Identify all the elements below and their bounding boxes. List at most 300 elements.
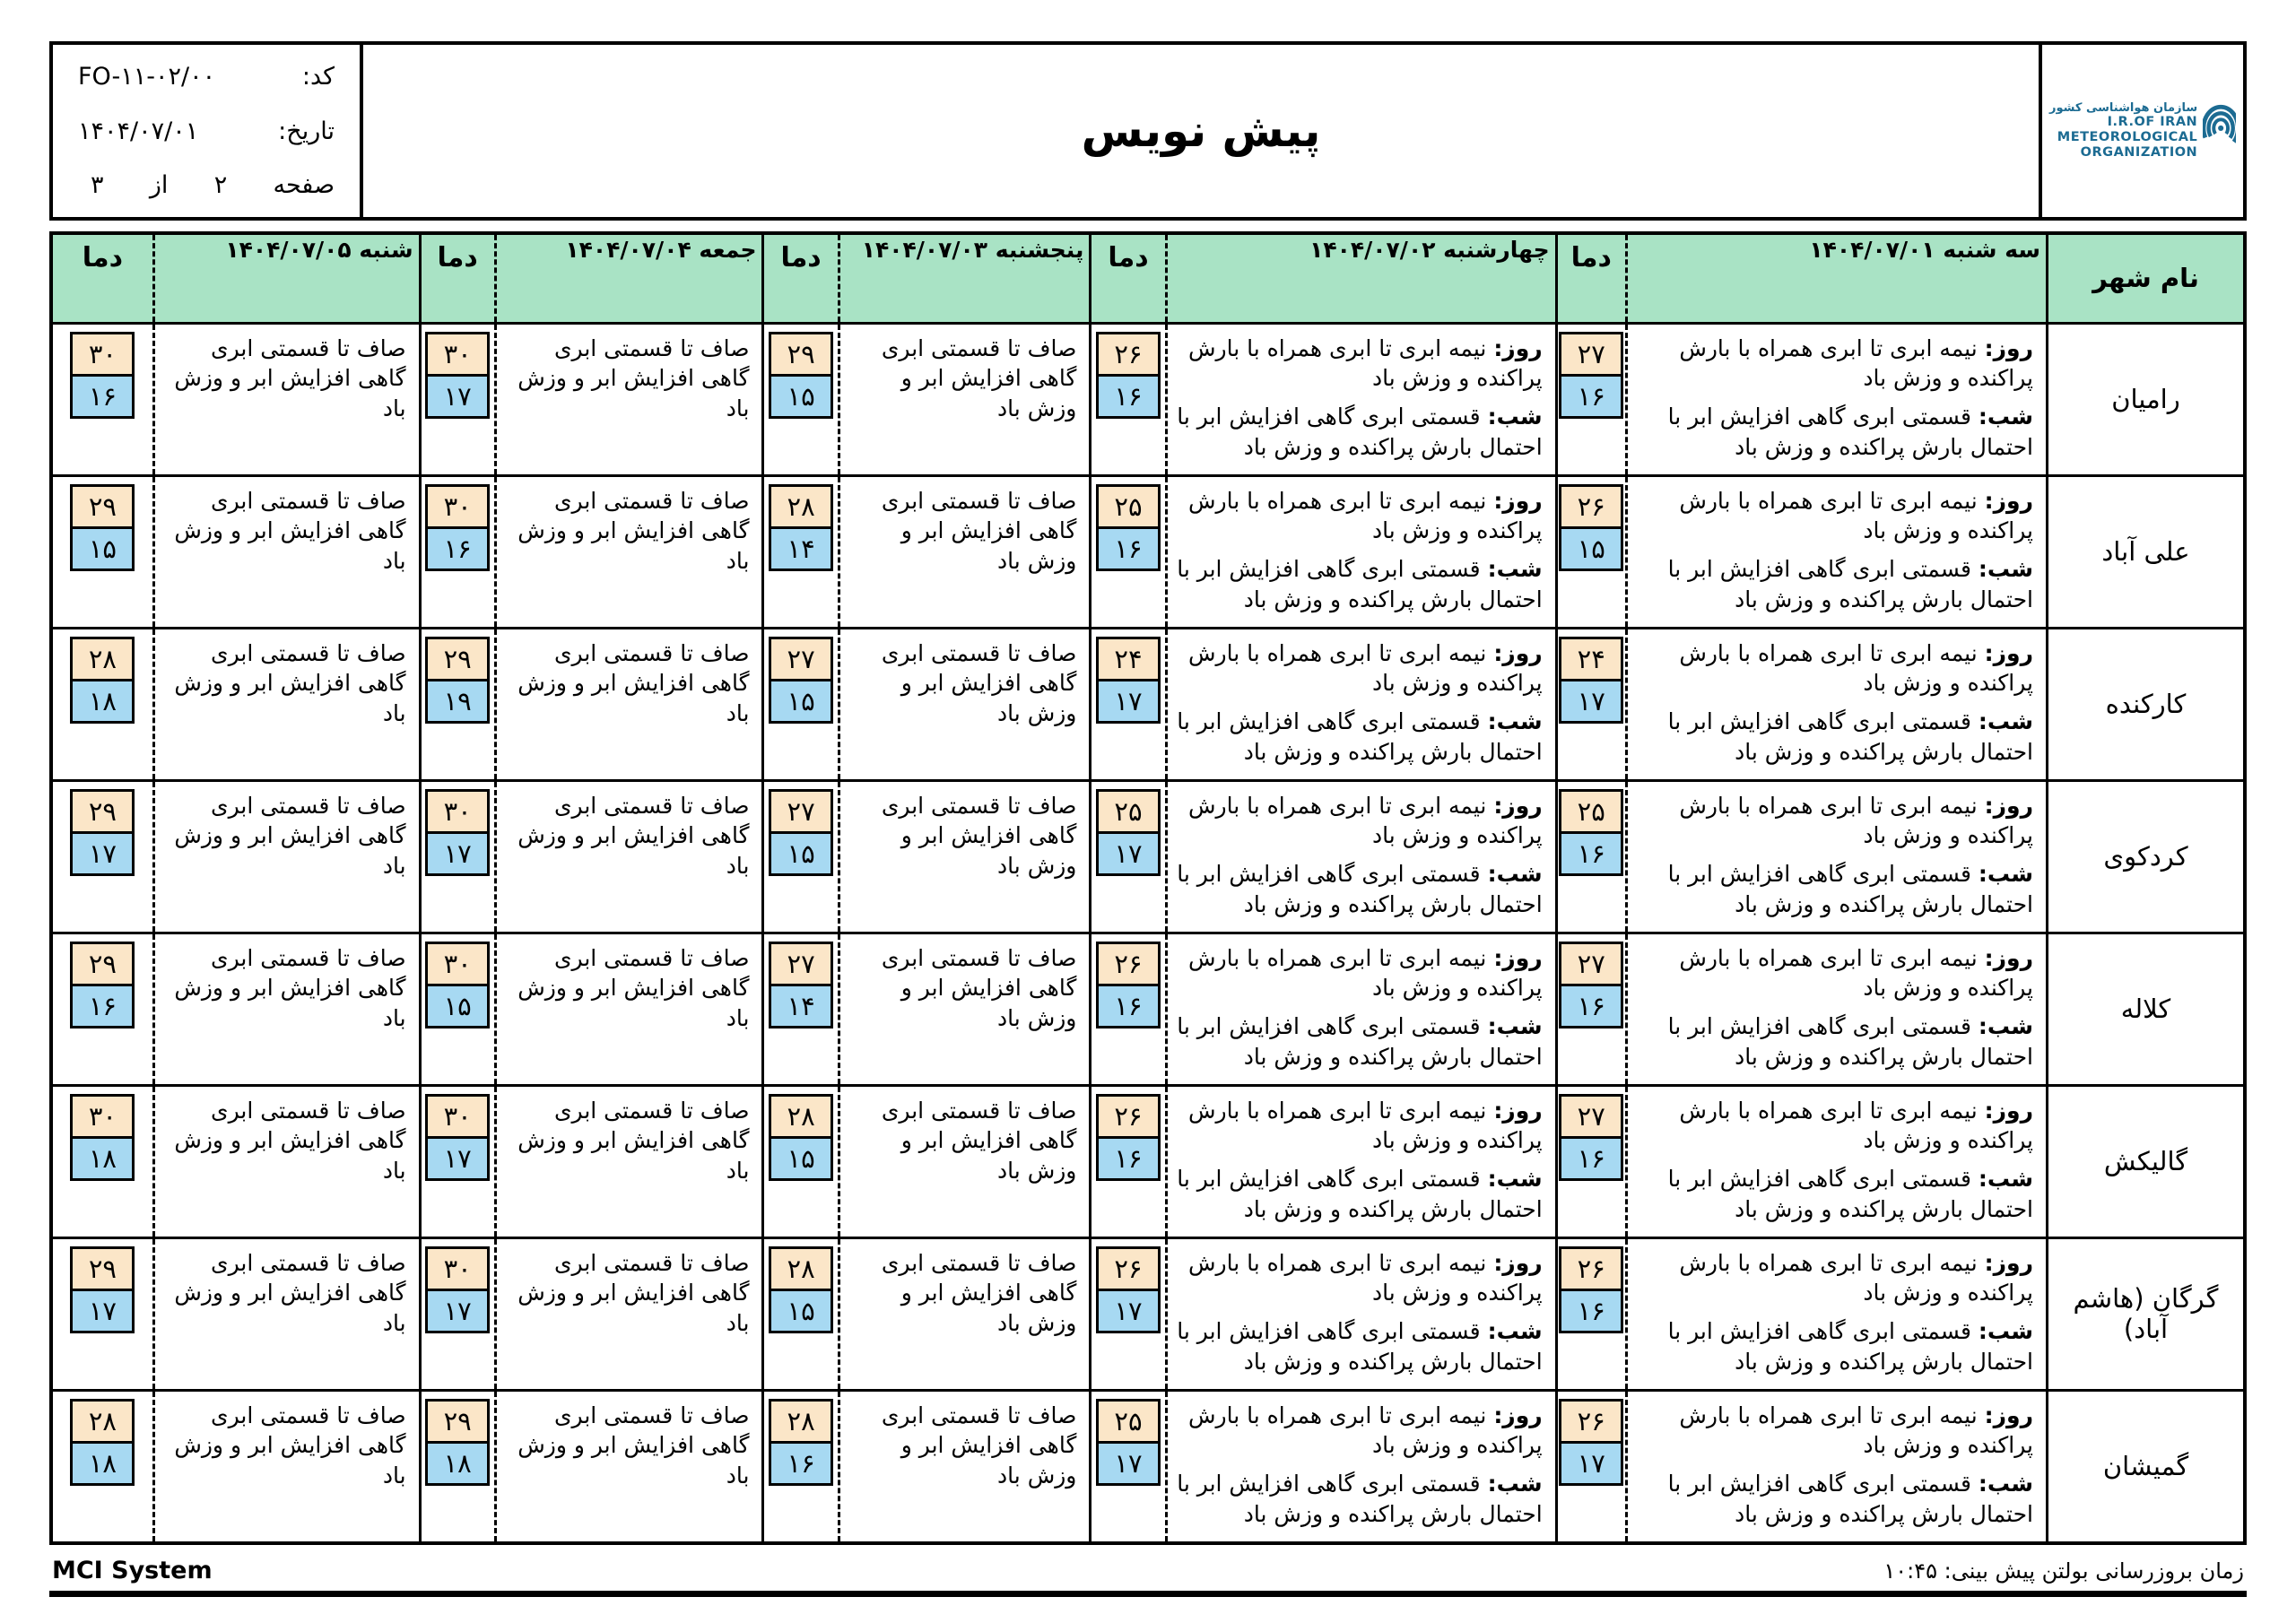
temperature-cell [1091,1390,1166,1543]
table-row [51,780,2245,933]
max-temp-box: ۲۸ [70,1399,135,1444]
max-temp-box: ۳۰ [425,332,490,377]
night-label: شب: [1978,861,2033,887]
min-temp-box: ۱۷ [70,1289,135,1333]
max-temp-box: ۲۶ [1559,484,1623,529]
night-label: شب: [1978,708,2033,734]
forecast-text-cell [495,1237,763,1390]
day-label: روز: [1984,334,2033,361]
day-label: روز: [1493,487,1543,514]
max-temp-box: ۲۷ [1559,332,1623,377]
min-temp-box: ۱۶ [1559,374,1623,419]
min-temp-box: ۱۸ [425,1441,490,1486]
day-label: روز: [1984,944,2033,971]
forecast-text-cell [153,323,420,475]
forecast-short-text: صاف تا قسمتی ابری گاهی افزایش ابر و وزش باد [174,334,406,421]
forecast-day-text: روز: نیمه ابری تا ابری همراه با بارش پراکنده و وزش باد [1188,1097,1543,1154]
night-label: شب: [1487,1471,1543,1497]
table-header-row [51,233,2245,323]
max-temp-box: ۲۶ [1559,1399,1623,1444]
title-cell [360,45,2042,217]
forecast-table [49,231,2247,1545]
temperature-cell [1091,780,1166,933]
forecast-text-cell [495,628,763,780]
min-temp-box: ۱۶ [425,526,490,571]
max-temp-box: ۲۹ [70,789,135,834]
min-temp-box: ۱۹ [425,679,490,724]
temperature-cell [1556,780,1626,933]
temperature-cell [1556,1085,1626,1237]
night-label: شب: [1978,1013,2033,1039]
forecast-short-text: صاف تا قسمتی ابری گاهی افزایش ابر و وزش باد [174,792,406,879]
forecast-day-text: روز: نیمه ابری تا ابری همراه با بارش پراکنده و وزش باد [1188,792,1543,849]
forecast-text-cell [839,1237,1091,1390]
min-temp-box: ۱۵ [1559,526,1623,571]
night-label: شب: [1978,556,2033,582]
forecast-text-cell [1166,933,1556,1085]
forecast-text-cell [1626,475,2047,628]
forecast-short-text: صاف تا قسمتی ابری گاهی افزایش ابر و وزش باد [517,1097,750,1184]
page-title: پیش نویس [1081,105,1321,157]
night-label: شب: [1487,1318,1543,1344]
temperature-cell [51,323,153,475]
forecast-text-cell [495,1085,763,1237]
temperature-cell [763,1390,839,1543]
logo-english-line2: METEOROLOGICAL [2057,130,2198,145]
temperature-cell [763,323,839,475]
forecast-text-cell [839,1085,1091,1237]
forecast-text-cell [839,475,1091,628]
night-label: شب: [1978,1318,2033,1344]
min-temp-box: ۱۷ [1096,1441,1161,1486]
forecast-text-cell [1166,323,1556,475]
page-label: صفحه [273,171,335,199]
forecast-day-text: روز: نیمه ابری تا ابری همراه با بارش پراکنده و وزش باد [1679,944,2033,1002]
temperature-cell [420,1390,495,1543]
temp-column-header: دما [420,233,495,323]
min-temp-box: ۱۷ [1096,831,1161,876]
min-temp-box: ۱۷ [425,374,490,419]
forecast-day-text: روز: نیمه ابری تا ابری همراه با بارش پراکنده و وزش باد [1679,334,2033,392]
min-temp-box: ۱۶ [1559,831,1623,876]
page-total: ۳ [91,171,104,199]
forecast-text-cell [1166,475,1556,628]
city-column-header: نام شهر [2047,233,2245,323]
max-temp-box: ۲۷ [1559,942,1623,986]
min-temp-box: ۱۶ [70,984,135,1028]
max-temp-box: ۲۵ [1096,484,1161,529]
document-header [49,41,2247,221]
day-label: روز: [1493,639,1543,666]
page-number: ۲ [213,171,228,199]
min-temp-box: ۱۷ [1096,1289,1161,1333]
min-temp-box: ۱۶ [1559,1289,1623,1333]
max-temp-box: ۲۵ [1096,1399,1161,1444]
temperature-cell [763,933,839,1085]
forecast-night-text: شب: قسمتی ابری گاهی افزایش ابر با احتمال بارش پراکنده و وزش باد [1177,1318,1543,1375]
forecast-text-cell [495,933,763,1085]
table-row [51,323,2245,475]
date-value: ۱۴۰۴/۰۷/۰۱ [78,117,199,145]
max-temp-box: ۲۸ [70,637,135,681]
night-label: شب: [1487,861,1543,887]
forecast-text-cell [1166,780,1556,933]
temperature-cell [51,628,153,780]
day-label: روز: [1984,487,2033,514]
temperature-cell [51,1085,153,1237]
temperature-cell [51,780,153,933]
max-temp-box: ۲۷ [769,637,833,681]
forecast-night-text: شب: قسمتی ابری گاهی افزایش ابر با احتمال بارش پراکنده و وزش باد [1667,556,2033,612]
table-row [51,933,2245,1085]
forecast-day-text: روز: نیمه ابری تا ابری همراه با بارش پراکنده و وزش باد [1679,487,2033,544]
forecast-short-text: صاف تا قسمتی ابری گاهی افزایش ابر و وزش باد [517,487,750,574]
forecast-text-cell [1626,1237,2047,1390]
forecast-text-cell [153,933,420,1085]
forecast-night-text: شب: قسمتی ابری گاهی افزایش ابر با احتمال بارش پراکنده و وزش باد [1667,708,2033,765]
forecast-night-text: شب: قسمتی ابری گاهی افزایش ابر با احتمال بارش پراکنده و وزش باد [1177,708,1543,765]
document-info-cell [53,45,360,217]
table-row [51,628,2245,780]
forecast-night-text: شب: قسمتی ابری گاهی افزایش ابر با احتمال بارش پراکنده و وزش باد [1177,861,1543,917]
code-row [78,63,335,91]
forecast-day-text: روز: نیمه ابری تا ابری همراه با بارش پراکنده و وزش باد [1679,1402,2033,1459]
min-temp-box: ۱۷ [425,1136,490,1181]
forecast-short-text: صاف تا قسمتی ابری گاهی افزایش ابر و وزش باد [517,944,750,1031]
forecast-text-cell [1166,1390,1556,1543]
code-value: FO-۱۱-۰۲/۰۰ [78,63,216,91]
forecast-night-text: شب: قسمتی ابری گاهی افزایش ابر با احتمال بارش پراکنده و وزش باد [1667,1166,2033,1222]
forecast-day-text: روز: نیمه ابری تا ابری همراه با بارش پراکنده و وزش باد [1188,334,1543,392]
night-label: شب: [1487,1166,1543,1192]
max-temp-box: ۲۶ [1096,332,1161,377]
forecast-night-text: شب: قسمتی ابری گاهی افزایش ابر با احتمال بارش پراکنده و وزش باد [1667,1318,2033,1375]
forecast-short-text: صاف تا قسمتی ابری گاهی افزایش ابر و وزش باد [517,1249,750,1336]
night-label: شب: [1487,1013,1543,1039]
forecast-text-cell [1626,933,2047,1085]
night-label: شب: [1978,404,2033,430]
max-temp-box: ۲۹ [70,484,135,529]
temperature-cell [1091,475,1166,628]
min-temp-box: ۱۵ [769,1289,833,1333]
forecast-day-text: روز: نیمه ابری تا ابری همراه با بارش پراکنده و وزش باد [1188,944,1543,1002]
city-name: علی آباد [2047,475,2245,628]
temperature-cell [1091,1237,1166,1390]
forecast-night-text: شب: قسمتی ابری گاهی افزایش ابر با احتمال بارش پراکنده و وزش باد [1177,1013,1543,1070]
min-temp-box: ۱۵ [70,526,135,571]
max-temp-box: ۳۰ [425,942,490,986]
max-temp-box: ۲۷ [1559,1094,1623,1139]
temperature-cell [1556,323,1626,475]
forecast-text-cell [495,323,763,475]
table-row [51,1390,2245,1543]
day-label: روز: [1984,792,2033,819]
forecast-short-text: صاف تا قسمتی ابری گاهی افزایش ابر و وزش باد [881,792,1077,879]
min-temp-box: ۱۵ [425,984,490,1028]
min-temp-box: ۱۶ [1096,984,1161,1028]
night-label: شب: [1487,708,1543,734]
temperature-cell [51,1237,153,1390]
day-label: روز: [1984,1097,2033,1124]
temperature-cell [763,1237,839,1390]
max-temp-box: ۲۴ [1096,637,1161,681]
night-label: شب: [1487,556,1543,582]
forecast-text-cell [1166,628,1556,780]
temp-column-header: دما [51,233,153,323]
forecast-text-cell [1626,1390,2047,1543]
forecast-night-text: شب: قسمتی ابری گاهی افزایش ابر با احتمال بارش پراکنده و وزش باد [1667,404,2033,460]
irimo-logo [2042,45,2243,217]
max-temp-box: ۳۰ [425,1246,490,1291]
max-temp-box: ۲۸ [769,1246,833,1291]
temperature-cell [1556,1390,1626,1543]
day-label: روز: [1493,1402,1543,1428]
temperature-cell [1091,933,1166,1085]
min-temp-box: ۱۷ [425,831,490,876]
min-temp-box: ۱۶ [1559,984,1623,1028]
city-name: گمیشان [2047,1390,2245,1543]
code-label: کد: [301,63,335,91]
forecast-text-cell [495,780,763,933]
min-temp-box: ۱۴ [769,984,833,1028]
min-temp-box: ۱۸ [70,1136,135,1181]
temperature-cell [1556,1237,1626,1390]
max-temp-box: ۲۵ [1559,789,1623,834]
day-label: روز: [1493,1097,1543,1124]
temperature-cell [420,628,495,780]
table-row [51,475,2245,628]
forecast-short-text: صاف تا قسمتی ابری گاهی افزایش ابر و وزش باد [517,792,750,879]
day-header-friday: جمعه ۱۴۰۴/۰۷/۰۴ [495,233,763,323]
min-temp-box: ۱۷ [1559,1441,1623,1486]
city-name: کردکوی [2047,780,2245,933]
day-label: روز: [1493,792,1543,819]
max-temp-box: ۲۹ [70,942,135,986]
forecast-text-cell [495,475,763,628]
min-temp-box: ۱۷ [425,1289,490,1333]
forecast-text-cell [153,1085,420,1237]
day-label: روز: [1984,1402,2033,1428]
logo-english-line1: I.R.OF IRAN [2107,115,2198,130]
temperature-cell [1091,1085,1166,1237]
footer-divider [49,1591,2247,1597]
forecast-text-cell [153,475,420,628]
date-row [78,117,335,145]
max-temp-box: ۲۸ [769,484,833,529]
forecast-day-text: روز: نیمه ابری تا ابری همراه با بارش پراکنده و وزش باد [1188,1402,1543,1459]
min-temp-box: ۱۶ [1096,1136,1161,1181]
max-temp-box: ۲۵ [1096,789,1161,834]
day-header-tuesday: سه شنبه ۱۴۰۴/۰۷/۰۱ [1626,233,2047,323]
temperature-cell [420,933,495,1085]
forecast-text-cell [1626,1085,2047,1237]
min-temp-box: ۱۵ [769,1136,833,1181]
city-name: گرگان (هاشم آباد) [2047,1237,2245,1390]
max-temp-box: ۳۰ [425,789,490,834]
day-label: روز: [1493,1249,1543,1276]
forecast-text-cell [839,323,1091,475]
temperature-cell [763,628,839,780]
forecast-text-cell [839,780,1091,933]
city-name: کارکنده [2047,628,2245,780]
system-name: MCI System [52,1557,213,1584]
forecast-short-text: صاف تا قسمتی ابری گاهی افزایش ابر و وزش باد [881,334,1077,421]
date-label: تاریخ: [278,117,335,145]
forecast-day-text: روز: نیمه ابری تا ابری همراه با بارش پراکنده و وزش باد [1679,1249,2033,1306]
min-temp-box: ۱۶ [1096,526,1161,571]
temperature-cell [420,1237,495,1390]
max-temp-box: ۲۷ [769,789,833,834]
temperature-cell [51,475,153,628]
temperature-cell [420,323,495,475]
forecast-day-text: روز: نیمه ابری تا ابری همراه با بارش پراکنده و وزش باد [1679,1097,2033,1154]
forecast-night-text: شب: قسمتی ابری گاهی افزایش ابر با احتمال بارش پراکنده و وزش باد [1667,1013,2033,1070]
min-temp-box: ۱۷ [1559,679,1623,724]
forecast-table-body [51,323,2245,1543]
day-label: روز: [1493,944,1543,971]
night-label: شب: [1978,1471,2033,1497]
min-temp-box: ۱۴ [769,526,833,571]
min-temp-box: ۱۵ [769,374,833,419]
forecast-short-text: صاف تا قسمتی ابری گاهی افزایش ابر و وزش باد [881,1097,1077,1184]
max-temp-box: ۲۴ [1559,637,1623,681]
min-temp-box: ۱۷ [1096,679,1161,724]
day-label: روز: [1984,1249,2033,1276]
min-temp-box: ۱۵ [769,831,833,876]
logo-english-line3: ORGANIZATION [2080,144,2198,160]
forecast-text-cell [839,1390,1091,1543]
forecast-short-text: صاف تا قسمتی ابری گاهی افزایش ابر و وزش باد [174,944,406,1031]
forecast-night-text: شب: قسمتی ابری گاهی افزایش ابر با احتمال بارش پراکنده و وزش باد [1177,1166,1543,1222]
forecast-short-text: صاف تا قسمتی ابری گاهی افزایش ابر و وزش باد [517,334,750,421]
min-temp-box: ۱۶ [1559,1136,1623,1181]
day-label: روز: [1493,334,1543,361]
temperature-cell [1091,323,1166,475]
forecast-short-text: صاف تا قسمتی ابری گاهی افزایش ابر و وزش باد [174,639,406,726]
forecast-short-text: صاف تا قسمتی ابری گاهی افزایش ابر و وزش باد [881,944,1077,1031]
forecast-night-text: شب: قسمتی ابری گاهی افزایش ابر با احتمال بارش پراکنده و وزش باد [1177,1471,1543,1527]
min-temp-box: ۱۵ [769,679,833,724]
page-of-label: از [149,171,169,199]
max-temp-box: ۲۹ [425,637,490,681]
temp-column-header: دما [1091,233,1166,323]
forecast-text-cell [153,780,420,933]
max-temp-box: ۲۹ [769,332,833,377]
forecast-short-text: صاف تا قسمتی ابری گاهی افزایش ابر و وزش باد [881,487,1077,574]
forecast-text-cell [153,628,420,780]
min-temp-box: ۱۶ [70,374,135,419]
max-temp-box: ۲۸ [769,1399,833,1444]
city-name: کلاله [2047,933,2245,1085]
forecast-text-cell [1626,628,2047,780]
forecast-day-text: روز: نیمه ابری تا ابری همراه با بارش پراکنده و وزش باد [1188,639,1543,697]
forecast-text-cell [153,1390,420,1543]
forecast-short-text: صاف تا قسمتی ابری گاهی افزایش ابر و وزش باد [174,1249,406,1336]
forecast-short-text: صاف تا قسمتی ابری گاهی افزایش ابر و وزش باد [881,1249,1077,1336]
day-label: روز: [1984,639,2033,666]
temperature-cell [763,780,839,933]
temperature-cell [763,1085,839,1237]
max-temp-box: ۲۹ [425,1399,490,1444]
forecast-text-cell [1166,1237,1556,1390]
min-temp-box: ۱۶ [769,1441,833,1486]
logo-persian-name: سازمان هواشناسی کشور [2049,100,2198,115]
forecast-day-text: روز: نیمه ابری تا ابری همراه با بارش پراکنده و وزش باد [1679,639,2033,697]
temperature-cell [1091,628,1166,780]
min-temp-box: ۱۷ [70,831,135,876]
max-temp-box: ۳۰ [70,1094,135,1139]
forecast-short-text: صاف تا قسمتی ابری گاهی افزایش ابر و وزش باد [174,1097,406,1184]
forecast-text-cell [153,1237,420,1390]
forecast-text-cell [839,933,1091,1085]
temp-column-header: دما [763,233,839,323]
max-temp-box: ۳۰ [425,1094,490,1139]
forecast-short-text: صاف تا قسمتی ابری گاهی افزایش ابر و وزش باد [174,1402,406,1488]
min-temp-box: ۱۸ [70,679,135,724]
temperature-cell [51,933,153,1085]
max-temp-box: ۲۹ [70,1246,135,1291]
forecast-text-cell [1626,780,2047,933]
forecast-short-text: صاف تا قسمتی ابری گاهی افزایش ابر و وزش باد [881,1402,1077,1488]
forecast-short-text: صاف تا قسمتی ابری گاهی افزایش ابر و وزش باد [517,1402,750,1488]
temperature-cell [763,475,839,628]
max-temp-box: ۲۶ [1096,1094,1161,1139]
cyclone-spiral-icon [2203,74,2236,188]
day-header-wednesday: چهارشنبه ۱۴۰۴/۰۷/۰۲ [1166,233,1556,323]
max-temp-box: ۳۰ [425,484,490,529]
forecast-short-text: صاف تا قسمتی ابری گاهی افزایش ابر و وزش باد [517,639,750,726]
forecast-night-text: شب: قسمتی ابری گاهی افزایش ابر با احتمال بارش پراکنده و وزش باد [1177,556,1543,612]
max-temp-box: ۲۷ [769,942,833,986]
max-temp-box: ۳۰ [70,332,135,377]
forecast-text-cell [1166,1085,1556,1237]
irimo-logo-text [2049,102,2197,161]
max-temp-box: ۲۶ [1096,1246,1161,1291]
temperature-cell [420,475,495,628]
forecast-day-text: روز: نیمه ابری تا ابری همراه با بارش پراکنده و وزش باد [1188,487,1543,544]
max-temp-box: ۲۶ [1096,942,1161,986]
forecast-short-text: صاف تا قسمتی ابری گاهی افزایش ابر و وزش باد [881,639,1077,726]
temperature-cell [1556,933,1626,1085]
temperature-cell [1556,628,1626,780]
temperature-cell [420,780,495,933]
forecast-night-text: شب: قسمتی ابری گاهی افزایش ابر با احتمال بارش پراکنده و وزش باد [1667,1471,2033,1527]
forecast-short-text: صاف تا قسمتی ابری گاهی افزایش ابر و وزش باد [174,487,406,574]
max-temp-box: ۲۸ [769,1094,833,1139]
forecast-text-cell [495,1390,763,1543]
min-temp-box: ۱۸ [70,1441,135,1486]
table-row [51,1237,2245,1390]
temp-column-header: دما [1556,233,1626,323]
temperature-cell [1556,475,1626,628]
min-temp-box: ۱۶ [1096,374,1161,419]
forecast-night-text: شب: قسمتی ابری گاهی افزایش ابر با احتمال بارش پراکنده و وزش باد [1177,404,1543,460]
forecast-day-text: روز: نیمه ابری تا ابری همراه با بارش پراکنده و وزش باد [1679,792,2033,849]
forecast-text-cell [839,628,1091,780]
forecast-text-cell [1626,323,2047,475]
day-header-saturday: شنبه ۱۴۰۴/۰۷/۰۵ [153,233,420,323]
temperature-cell [420,1085,495,1237]
city-name: گالیکش [2047,1085,2245,1237]
page-row [78,171,335,199]
day-header-thursday: پنجشنبه ۱۴۰۴/۰۷/۰۳ [839,233,1091,323]
night-label: شب: [1487,404,1543,430]
night-label: شب: [1978,1166,2033,1192]
table-row [51,1085,2245,1237]
temperature-cell [51,1390,153,1543]
max-temp-box: ۲۶ [1559,1246,1623,1291]
page-footer [52,1557,2244,1584]
